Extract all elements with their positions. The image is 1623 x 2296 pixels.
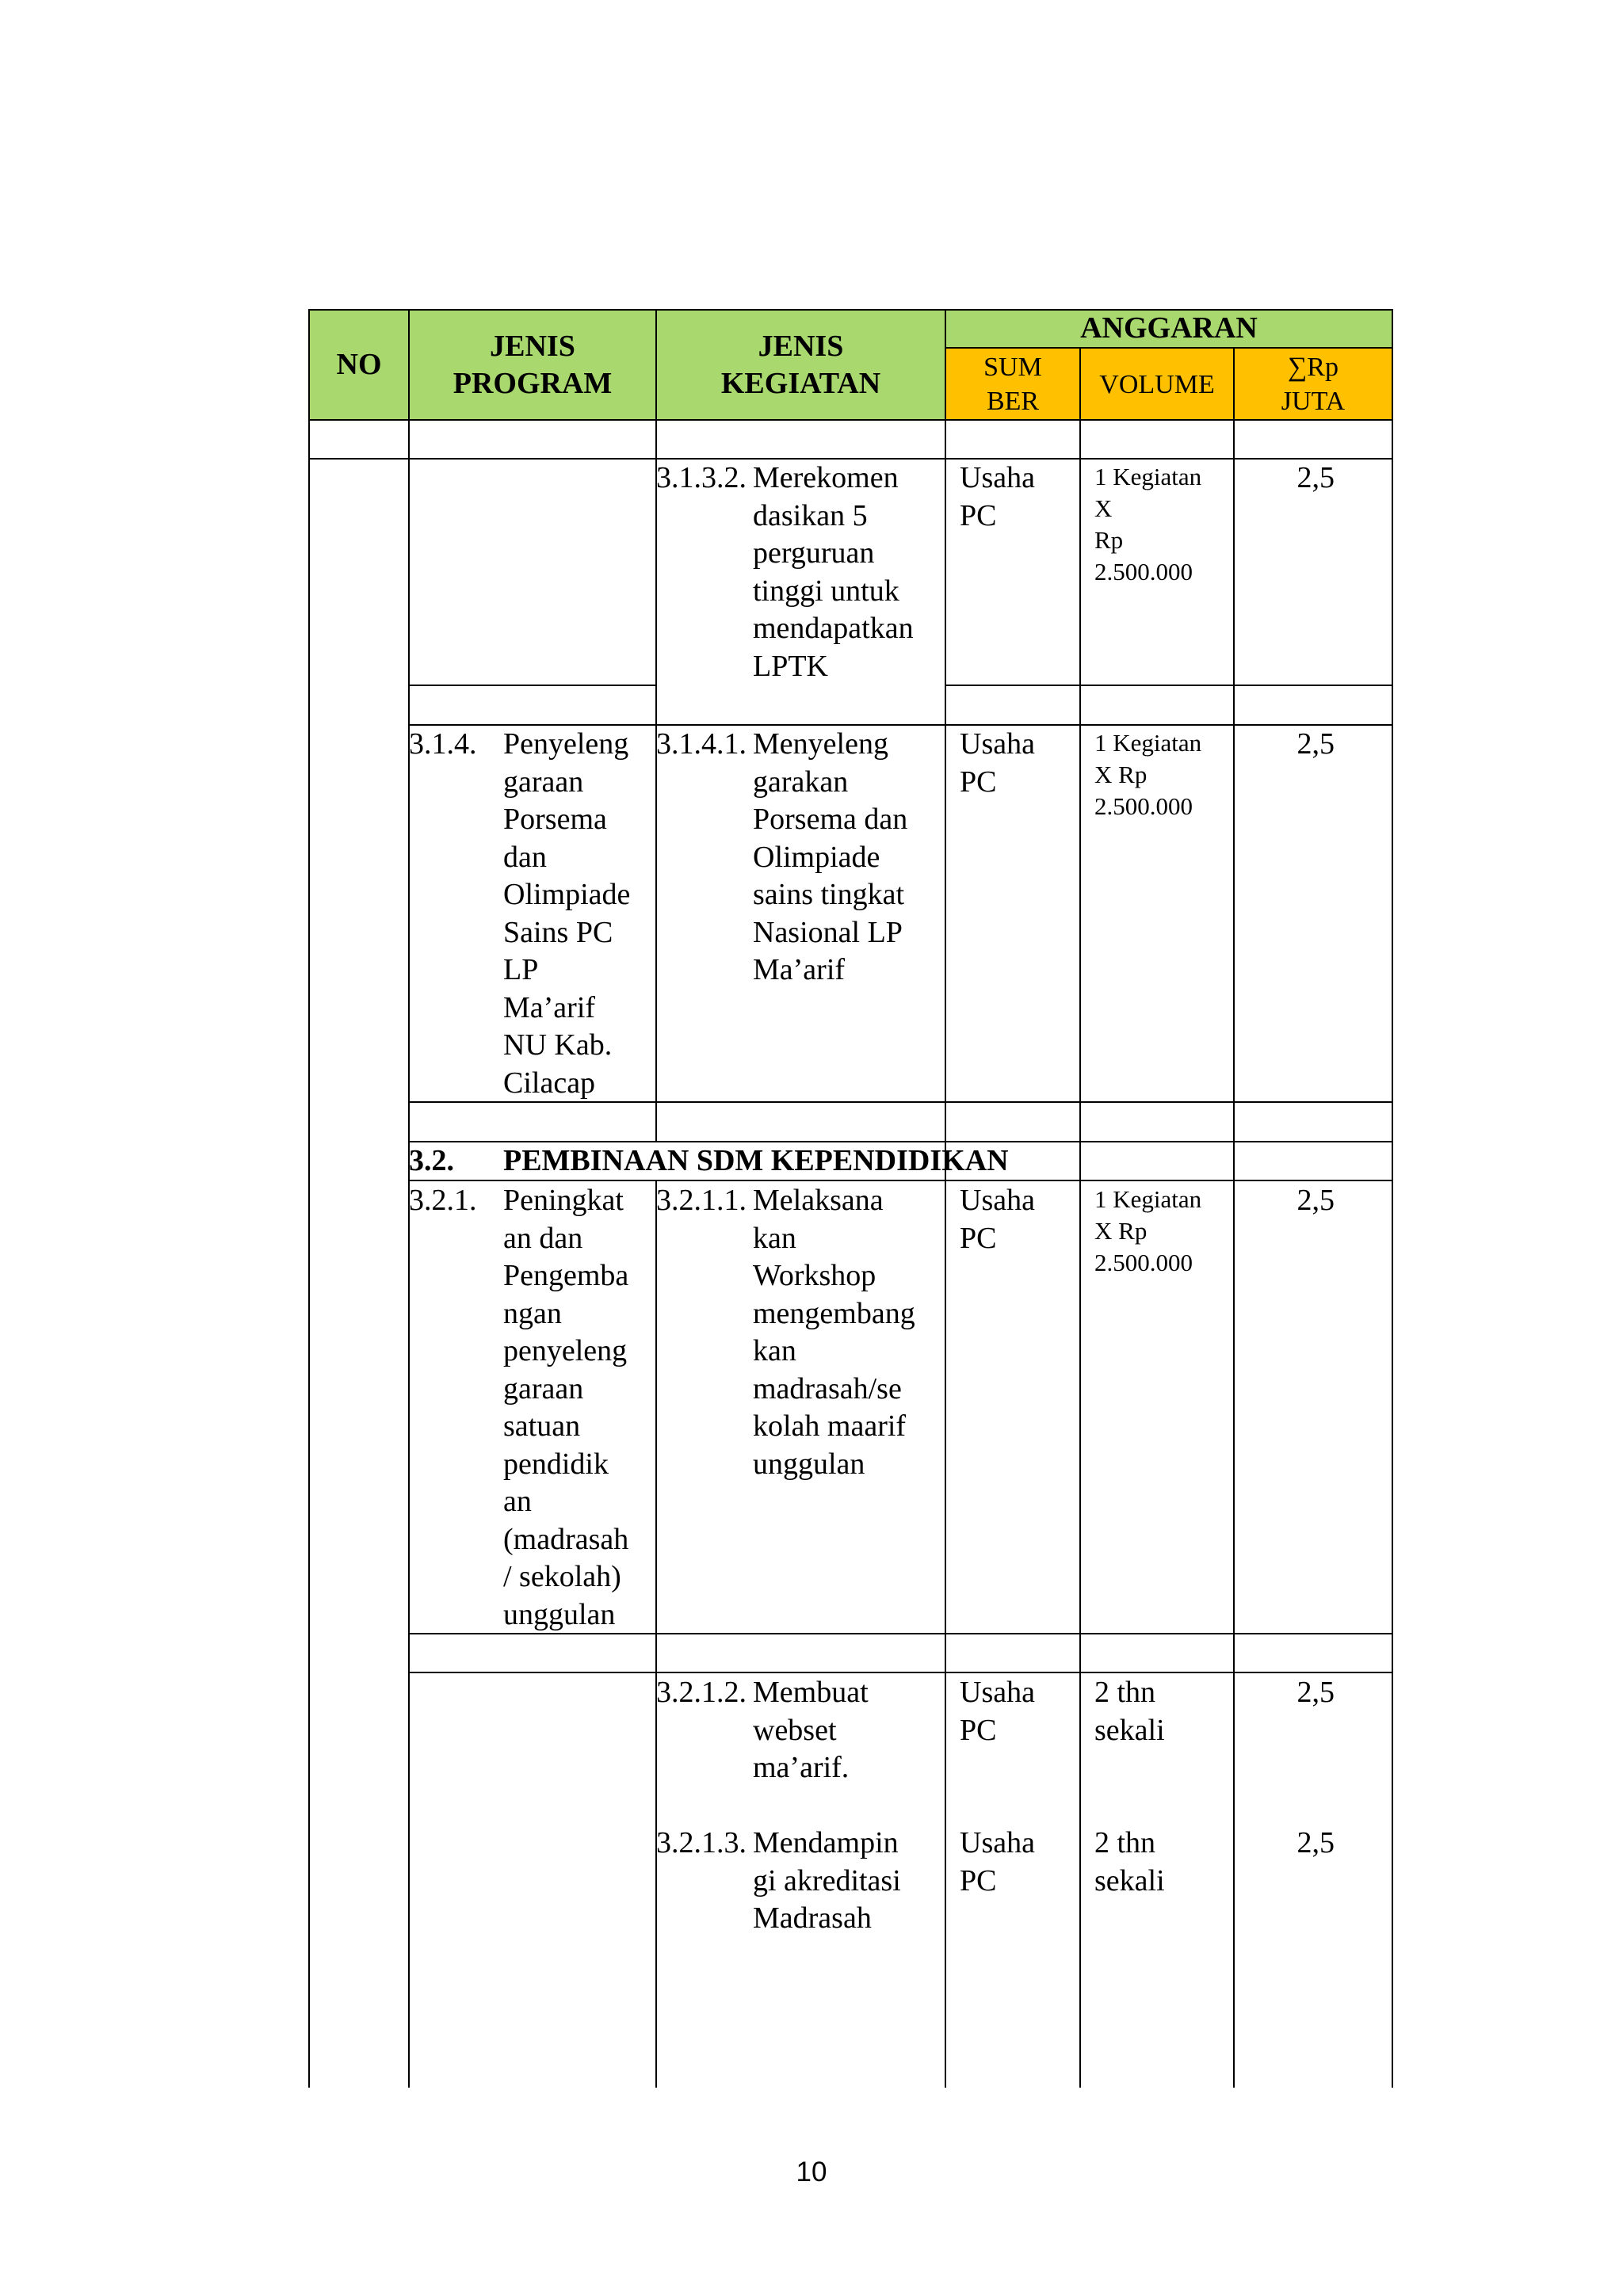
row-2-program-code: 3.1.4. bbox=[409, 727, 477, 761]
row-3-volume: 1 Kegiatan X Rp 2.500.000 bbox=[1094, 1185, 1202, 1276]
section-title: PEMBINAAN SDM KEPENDIDIKAN bbox=[503, 1144, 1009, 1177]
row-divider bbox=[945, 685, 1393, 686]
row-4-kegiatan-code: 3.2.1.2. bbox=[656, 1676, 747, 1709]
row-5-kegiatan-code: 3.2.1.3. bbox=[656, 1826, 747, 1859]
row-4-kegiatan: Membuat webset ma’arif. bbox=[753, 1676, 869, 1784]
row-3-total: 2,5 bbox=[1296, 1184, 1335, 1217]
header-no: NO bbox=[336, 348, 382, 381]
column-divider bbox=[655, 1180, 657, 2088]
header-sumber: SUM BER bbox=[983, 353, 1042, 416]
column-divider bbox=[408, 309, 410, 460]
anggaran-divider bbox=[945, 347, 1393, 349]
row-3-program-code: 3.2.1. bbox=[409, 1184, 477, 1217]
row-5-volume: 2 thn sekali bbox=[1094, 1826, 1165, 1897]
header-jenis-kegiatan: JENIS KEGIATAN bbox=[720, 330, 881, 400]
row-2-kegiatan-code: 3.1.4.1. bbox=[656, 727, 747, 761]
row-3-kegiatan: Melaksana kan Workshop mengembang kan madrasah/se kolah maarif unggulan bbox=[753, 1184, 915, 1481]
row-3-sumber: Usaha PC bbox=[960, 1184, 1035, 1255]
page-number: 10 bbox=[796, 2157, 827, 2187]
row-1-total: 2,5 bbox=[1296, 461, 1335, 494]
row-4-sumber: Usaha PC bbox=[960, 1676, 1035, 1747]
column-divider bbox=[945, 309, 946, 2088]
row-divider bbox=[409, 685, 656, 686]
row-1-kegiatan-code: 3.1.3.2. bbox=[656, 461, 747, 494]
row-3-program: Peningkat an dan Pengemba ngan penyeleng garaan satuan pendidik an (madrasah / sekolah) unggulan bbox=[503, 1184, 629, 1631]
row-1-volume: 1 Kegiatan X Rp 2.500.000 bbox=[1094, 463, 1202, 585]
row-2-sumber: Usaha PC bbox=[960, 727, 1035, 799]
table-top-border bbox=[309, 309, 1393, 311]
row-divider bbox=[409, 1672, 1393, 1673]
row-5-sumber: Usaha PC bbox=[960, 1826, 1035, 1897]
header-bottom-border bbox=[309, 419, 1393, 421]
row-2-program: Penyeleng garaan Porsema dan Olimpiade Sains PC LP Ma’arif NU Kab. Cilacap bbox=[503, 727, 631, 1100]
row-1-kegiatan: Merekomen dasikan 5 perguruan tinggi untuk mendapatkan LPTK bbox=[753, 461, 914, 683]
header-jenis-program: JENIS PROGRAM bbox=[453, 330, 613, 400]
header-volume: VOLUME bbox=[1099, 370, 1215, 399]
row-2-volume: 1 Kegiatan X Rp 2.500.000 bbox=[1094, 729, 1202, 820]
table-left-border bbox=[308, 309, 310, 2088]
section-code: 3.2. bbox=[409, 1144, 454, 1177]
header-total: ∑Rp JUTA bbox=[1281, 353, 1346, 416]
row-3-kegiatan-code: 3.2.1.1. bbox=[656, 1184, 747, 1217]
row-5-kegiatan: Mendampin gi akreditasi Madrasah bbox=[753, 1826, 901, 1935]
row-2-total: 2,5 bbox=[1296, 727, 1335, 761]
column-divider bbox=[1079, 347, 1081, 2088]
row-5-total: 2,5 bbox=[1296, 1826, 1335, 1859]
column-divider bbox=[408, 459, 410, 2088]
header-anggaran: ANGGARAN bbox=[1080, 311, 1258, 345]
table-right-border bbox=[1392, 309, 1393, 2088]
row-4-total: 2,5 bbox=[1296, 1676, 1335, 1709]
row-1-sumber: Usaha PC bbox=[960, 461, 1035, 532]
row-4-volume: 2 thn sekali bbox=[1094, 1676, 1165, 1747]
row-2-kegiatan: Menyeleng garakan Porsema dan Olimpiade sains tingkat Nasional LP Ma’arif bbox=[753, 727, 908, 986]
